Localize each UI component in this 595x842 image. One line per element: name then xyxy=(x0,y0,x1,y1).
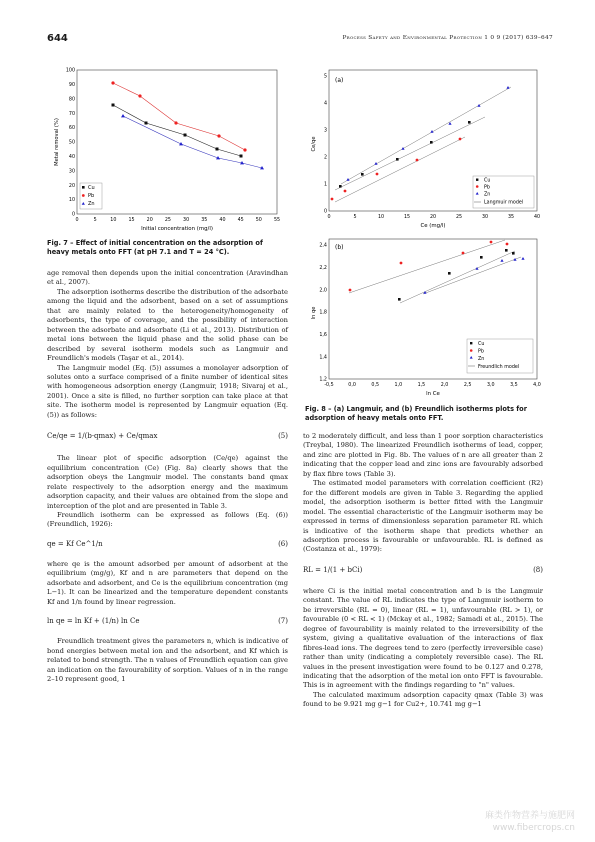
f7-xt-label: 25 xyxy=(164,218,171,223)
f7-xt-label: 30 xyxy=(183,218,190,223)
f7-xt-label: 10 xyxy=(110,218,117,223)
f8b-xt-label: 3,5 xyxy=(510,383,518,388)
f7-yt-label: 20 xyxy=(68,183,75,189)
f7-xt-label: 40 xyxy=(219,218,226,223)
f8b-xt-label: 4,0 xyxy=(533,383,541,388)
f8b-xt-label: -0,5 xyxy=(324,383,334,388)
equation-5 xyxy=(47,424,288,450)
figure-8b-chart xyxy=(305,233,543,398)
figure-7-chart xyxy=(47,62,287,234)
f7-xt-label: 45 xyxy=(237,218,244,223)
f7-yt-label: 40 xyxy=(68,155,75,160)
f8a-xt-label: 20 xyxy=(429,215,437,220)
fig7-caption: Fig. 7 – Effect of initial concentration on the adsorption of heavy metals onto FFT (at pH 7.1 and T = 24 °C). xyxy=(47,239,263,257)
watermark-line-2: www.fibercrops.cn xyxy=(492,823,575,833)
f8a-yt-label: 5 xyxy=(323,74,327,80)
fig8a-ylabel: Ce/qe xyxy=(311,136,317,152)
fig7-legend-zn: Zn xyxy=(88,201,95,207)
f8b-xt-label: 1,0 xyxy=(394,383,403,388)
f7-yt-label: 10 xyxy=(68,198,75,204)
f8b-xt-label: 2,0 xyxy=(440,383,449,388)
fig7-ylabel: Metal removal (%) xyxy=(54,118,60,166)
fig8b-legend-model: Freundlich model xyxy=(478,365,520,370)
f7-yt-label: 0 xyxy=(71,212,75,218)
fig7-series-pb xyxy=(111,81,246,151)
fig8a-points-pb xyxy=(331,138,462,201)
f8a-yt-label: 2 xyxy=(323,155,327,161)
left-paragraph-6: where qe is the amount adsorbed per amount of adsorbent at the equilibrium (mg/g), Kf and n are parameters that depend on the adsorbate and adsorbent, and Ce is the equilibrium concentration (mg L−1). It can be linearized and the temperature dependent constants Kf and 1/n found by linear regression. xyxy=(47,559,288,606)
left-paragraph-5: Freundlich isotherm can be expressed as follows (Eq. (6)) (Freundlich, 1926): xyxy=(47,510,288,529)
fig8a-legend-pb: Pb xyxy=(484,185,490,191)
watermark-line-1: 麻类作物营养与施肥网 xyxy=(484,811,575,821)
fig8a-legend xyxy=(473,176,534,208)
fig8b-ylabel: ln qe xyxy=(311,306,317,320)
fig8a-x-ticks xyxy=(327,214,540,220)
equation-7-body: ln qe = ln Kf + (1/n) ln Ce xyxy=(47,617,140,626)
right-paragraph-2: The estimated model parameters with correlation coefficient (R2) for the different models are given in Table 3. Regarding the applied model, the adsorption isotherm is better fitted with the Langmuir model. The essential characteristic of the Langmuir isotherm may be expressed in terms of dimensionless separation parameter RL which is indicative of the isotherm shape that predicts whether an adsorption process is favourable or unfavourable. RL is defined as (Costanza et al., 1979): xyxy=(303,479,543,554)
fig8b-panel-label: (b) xyxy=(335,244,344,251)
equation-6-body: qe = Kf Ce^1/n xyxy=(47,539,103,548)
fig7-x-ticks xyxy=(75,217,280,223)
f8a-yt-label: 1 xyxy=(323,182,327,188)
f7-xt-label: 50 xyxy=(255,218,262,223)
fig8b-legend-pb: Pb xyxy=(478,349,484,355)
f8b-yt-label: 1,8 xyxy=(319,310,327,316)
f7-xt-label: 0 xyxy=(75,218,79,223)
f8b-yt-label: 1,6 xyxy=(319,332,327,338)
f7-xt-label: 15 xyxy=(128,218,135,223)
left-paragraph-1: age removal then depends upon the initial concentration (Aravindhan et al., 2007). xyxy=(47,269,288,287)
equation-7-number: (7) xyxy=(278,617,288,626)
fig8b-y-ticks xyxy=(319,243,327,383)
fig8b-legend xyxy=(467,339,533,373)
f8a-xt-label: 25 xyxy=(455,215,463,220)
f8b-yt-label: 1,4 xyxy=(319,355,327,361)
fig7-legend-cu: Cu xyxy=(88,185,95,191)
left-column xyxy=(47,269,288,684)
right-column xyxy=(303,432,543,710)
fig8b-legend-cu: Cu xyxy=(478,342,485,347)
fig8a-y-ticks xyxy=(324,74,327,215)
equation-5-number: (5) xyxy=(278,432,288,441)
f8b-xt-label: 0,0 xyxy=(348,383,356,388)
fig8b-xlabel: ln Ce xyxy=(426,391,440,397)
f7-yt-label: 100 xyxy=(65,68,75,74)
f7-yt-label: 70 xyxy=(68,111,75,117)
f7-yt-label: 30 xyxy=(68,169,75,175)
equation-5-body: Ce/qe = 1/(b·qmax) + Ce/qmax xyxy=(47,432,158,441)
fig8a-legend-model: Langmuir model xyxy=(484,200,524,206)
left-paragraph-7: Freundlich treatment gives the parameters n, which is indicative of bond energies between metal ion and the adsorbent, and Kf which is related to bond strength. The n values of Freundlich equation can give an indication on the favourability of sorption. Values of n in the range 2–10 represent good, 1 xyxy=(47,637,288,683)
fig7-y-ticks xyxy=(66,68,75,218)
left-paragraph-4: The linear plot of specific adsorption (Ce/qe) against the equilibrium concentration (Ce) (Fig. 8a) clearly shows that the adsorption obeys the Langmuir model. The constants band qmax relate respectively to the adsorption energy and the maximum adsorption capacity, and their values are obtained from the slope and interception of the plot and are presented in Table 3. xyxy=(47,454,288,510)
f8a-xt-label: 30 xyxy=(481,215,489,220)
f8a-yt-label: 3 xyxy=(323,128,327,134)
f7-yt-label: 60 xyxy=(68,126,75,132)
figure-8a-chart xyxy=(305,62,543,230)
fig8b-legend-zn: Zn xyxy=(478,357,485,362)
f7-xt-label: 5 xyxy=(93,218,97,223)
f7-xt-label: 55 xyxy=(273,218,281,223)
right-paragraph-1: to 2 moderately difficult, and less than 1 poor sorption characteristics (Treybal, 1980). The linearized Freundlich isotherms of lead, copper, and zinc are plotted in Fig. 8b. The values of n are all greater than 2 indicating that the copper lead and zinc ions are favourably adsorbed by flax fibre tows (Table 3). xyxy=(303,432,543,478)
fig8a-legend-cu: Cu xyxy=(484,178,491,184)
fig8a-points-cu xyxy=(339,121,471,188)
f8a-yt-label: 0 xyxy=(323,209,327,215)
f8a-xt-label: 40 xyxy=(533,215,541,220)
left-paragraph-2: The adsorption isotherms describe the distribution of the adsorbate among the liquid and the adsorbent, based on a set of assumptions that are mainly related to the heterogeneity/homogeneity of adsorbents, the type of coverage, and the possibility of interaction between the adsorbate and adsorbate (Li et al., 2013). Distribution of metal ions between the liquid phase and the solid phase can be described by several isotherm models such as Langmuir and Freundlich's models (Taşar et al., 2014). xyxy=(47,287,288,363)
f8b-xt-label: 2,5 xyxy=(463,383,472,388)
f8b-yt-label: 2,0 xyxy=(319,288,327,294)
fig8b-x-ticks xyxy=(324,382,541,388)
left-paragraph-3: The Langmuir model (Eq. (5)) assumes a monolayer adsorption of solutes onto a surface comprised of a finite number of identical sites with homogeneous adsorption energy (Langmuir, 1918; Sivaraj et al., 2001). Once a site is filled, no further sorption can take place at that site. The isotherm model is represented by Langmuir equation (Eq. (5)) as follows: xyxy=(47,363,288,419)
fig8a-xlabel: Ce (mg/l) xyxy=(420,223,446,229)
fig8a-panel-label: (a) xyxy=(335,77,344,84)
equation-8-number: (8) xyxy=(533,565,543,574)
journal-title: Process Safety and Environmental Protection 1 0 9 (2017) 639–647 xyxy=(342,35,553,41)
equation-6 xyxy=(47,532,288,558)
f8b-xt-label: 0,5 xyxy=(371,383,380,388)
f8a-xt-label: 35 xyxy=(507,215,515,220)
f7-yt-label: 90 xyxy=(68,83,75,88)
f7-yt-label: 50 xyxy=(68,140,75,146)
f8b-xt-label: 3,0 xyxy=(486,383,495,388)
f7-xt-label: 35 xyxy=(201,218,208,223)
right-paragraph-3: where Ci is the initial metal concentration and b is the Langmuir constant. The value of RL indicates the type of Langmuir isotherm to be irreversible (RL = 0), linear (RL = 1), unfavourable (RL > 1), or favourable (0 < RL < 1) (Mckay et al., 1982; Samadi et al., 2015). The degree of favourability is mainly related to the irreversibility of the system, giving a qualitative evaluation of the interactions of flax fibres-lead ions. The degrees tend to zero (perfectly irreversible case) rather than unity (indicating a completely reversible case). The RL values in the present investigation were found to be 0.127 and 0.278, indicating that the adsorption of the metal ion onto FFT is favourable. This is in agreement with the findings regarding to "n" values. xyxy=(303,586,543,690)
f8b-yt-label: 2,2 xyxy=(319,265,327,271)
f8b-yt-label: 1,2 xyxy=(319,377,327,383)
equation-7 xyxy=(47,609,288,635)
fig8b-model-lines xyxy=(349,240,521,303)
f8b-yt-label: 2,4 xyxy=(319,243,327,249)
f8a-yt-label: 4 xyxy=(323,101,327,107)
watermark xyxy=(485,810,575,834)
fig8a-points-zn xyxy=(346,86,509,181)
fig7-legend-pb: Pb xyxy=(88,193,95,199)
f8b-xt-label: 1,5 xyxy=(417,383,426,388)
f7-xt-label: 20 xyxy=(146,218,153,223)
fig8a-legend-zn: Zn xyxy=(484,192,491,198)
fig8-caption: Fig. 8 – (a) Langmuir, and (b) Freundlich isotherms plots for adsorption of heavy metals onto FFT. xyxy=(305,405,527,423)
page-number: 644 xyxy=(47,33,68,44)
f8a-xt-label: 10 xyxy=(377,215,385,220)
equation-8-body: RL = 1/(1 + bCi) xyxy=(303,565,363,574)
right-paragraph-4: The calculated maximum adsorption capacity qmax (Table 3) was found to be 9.921 mg g−1 for Cu2+, 10.741 mg g−1 xyxy=(303,690,543,709)
running-header xyxy=(47,33,553,47)
f8a-xt-label: 5 xyxy=(353,215,357,220)
fig7-series-cu xyxy=(112,104,243,158)
f7-yt-label: 80 xyxy=(68,97,75,103)
fig7-xlabel: Initial concentration (mg/l) xyxy=(141,226,213,232)
equation-6-number: (6) xyxy=(278,539,288,548)
equation-8 xyxy=(303,558,543,584)
f8a-xt-label: 15 xyxy=(403,215,411,220)
fig7-series-zn xyxy=(121,114,264,169)
fig7-legend xyxy=(80,183,102,209)
f8a-xt-label: 0 xyxy=(327,215,331,220)
